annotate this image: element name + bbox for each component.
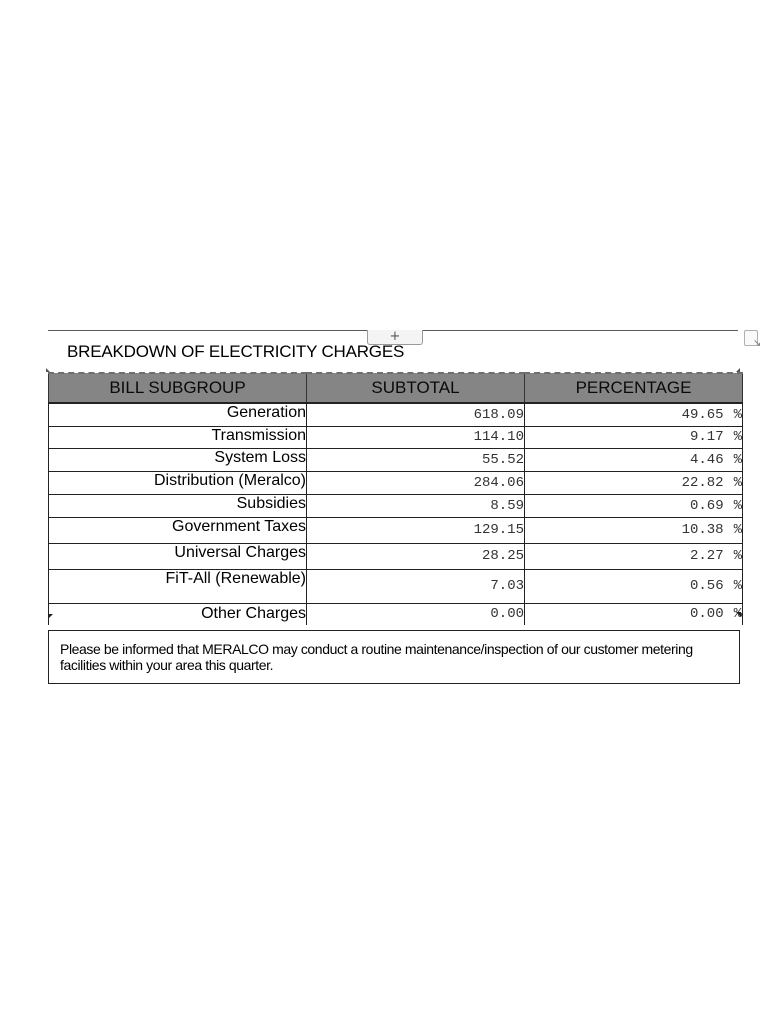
column-header-bill-subgroup: BILL SUBGROUP: [49, 373, 307, 403]
subgroup-cell: System Loss: [49, 448, 307, 471]
subtotal-cell: 284.06: [307, 471, 525, 494]
percent-unit: %: [733, 474, 742, 491]
percent-unit: %: [733, 548, 742, 564]
subgroup-cell: Distribution (Meralco): [49, 471, 307, 494]
percentage-value: 4.46: [689, 451, 724, 468]
percentage-value: 49.65: [681, 406, 724, 423]
maintenance-notice: Please be informed that MERALCO may conduct a routine maintenance/inspection of our customer metering facilities within your area this quarter.: [48, 630, 740, 684]
percent-unit: %: [733, 451, 742, 468]
percentage-cell: [525, 426, 743, 448]
column-header-subtotal: SUBTOTAL: [307, 373, 525, 403]
percentage-value: 10.38: [681, 522, 724, 538]
percentage-cell: [525, 517, 743, 543]
table-row: [49, 569, 743, 603]
subtotal-cell: 618.09: [307, 403, 525, 426]
subgroup-cell: Other Charges: [49, 603, 307, 625]
subtotal-cell: 7.03: [307, 569, 525, 603]
table-header-row: [49, 373, 743, 403]
percentage-cell: [525, 448, 743, 471]
percentage-cell: [525, 403, 743, 426]
table-row: [49, 448, 743, 471]
table-row: [49, 603, 743, 625]
percent-unit: %: [733, 429, 742, 445]
subgroup-cell: Universal Charges: [49, 543, 307, 569]
percentage-value: 9.17: [689, 429, 724, 445]
percentage-cell: [525, 543, 743, 569]
section-heading: BREAKDOWN OF ELECTRICITY CHARGES: [67, 342, 405, 361]
charges-table: [48, 372, 743, 625]
subgroup-cell: Generation: [49, 403, 307, 426]
subgroup-cell: Transmission: [49, 426, 307, 448]
subgroup-cell: Subsidies: [49, 494, 307, 517]
percentage-value: 0.56: [689, 578, 724, 594]
table-row: [49, 543, 743, 569]
percentage-cell: [525, 603, 743, 625]
percentage-cell: [525, 569, 743, 603]
table-anchor-bottom-right-icon[interactable]: [736, 612, 741, 617]
percent-unit: %: [733, 497, 742, 514]
subtotal-cell: 129.15: [307, 517, 525, 543]
percentage-value: 0.00: [689, 606, 724, 623]
table-row: [49, 494, 743, 517]
column-header-percentage: PERCENTAGE: [525, 373, 743, 403]
resize-arrow-icon: ↘: [753, 338, 762, 349]
percentage-value: 0.69: [689, 497, 724, 514]
percent-unit: %: [733, 406, 742, 423]
table-row: [49, 426, 743, 448]
subtotal-cell: 8.59: [307, 494, 525, 517]
table-anchor-bottom-left-icon[interactable]: [48, 614, 53, 619]
percentage-value: 22.82: [681, 474, 724, 491]
percent-unit: %: [733, 522, 742, 538]
subgroup-cell: FiT-All (Renewable): [49, 569, 307, 603]
table-row: [49, 471, 743, 494]
subgroup-cell: Government Taxes: [49, 517, 307, 543]
table-row: [49, 403, 743, 426]
subtotal-cell: 114.10: [307, 426, 525, 448]
subtotal-cell: 55.52: [307, 448, 525, 471]
percent-unit: %: [733, 578, 742, 594]
table-row: [49, 517, 743, 543]
subtotal-cell: 28.25: [307, 543, 525, 569]
resize-handle[interactable]: [744, 330, 764, 348]
subtotal-cell: 0.00: [307, 603, 525, 625]
percentage-cell: [525, 471, 743, 494]
percentage-value: 2.27: [689, 548, 724, 564]
percent-unit: %: [733, 606, 742, 623]
plus-icon: +: [389, 329, 401, 344]
percentage-cell: [525, 494, 743, 517]
